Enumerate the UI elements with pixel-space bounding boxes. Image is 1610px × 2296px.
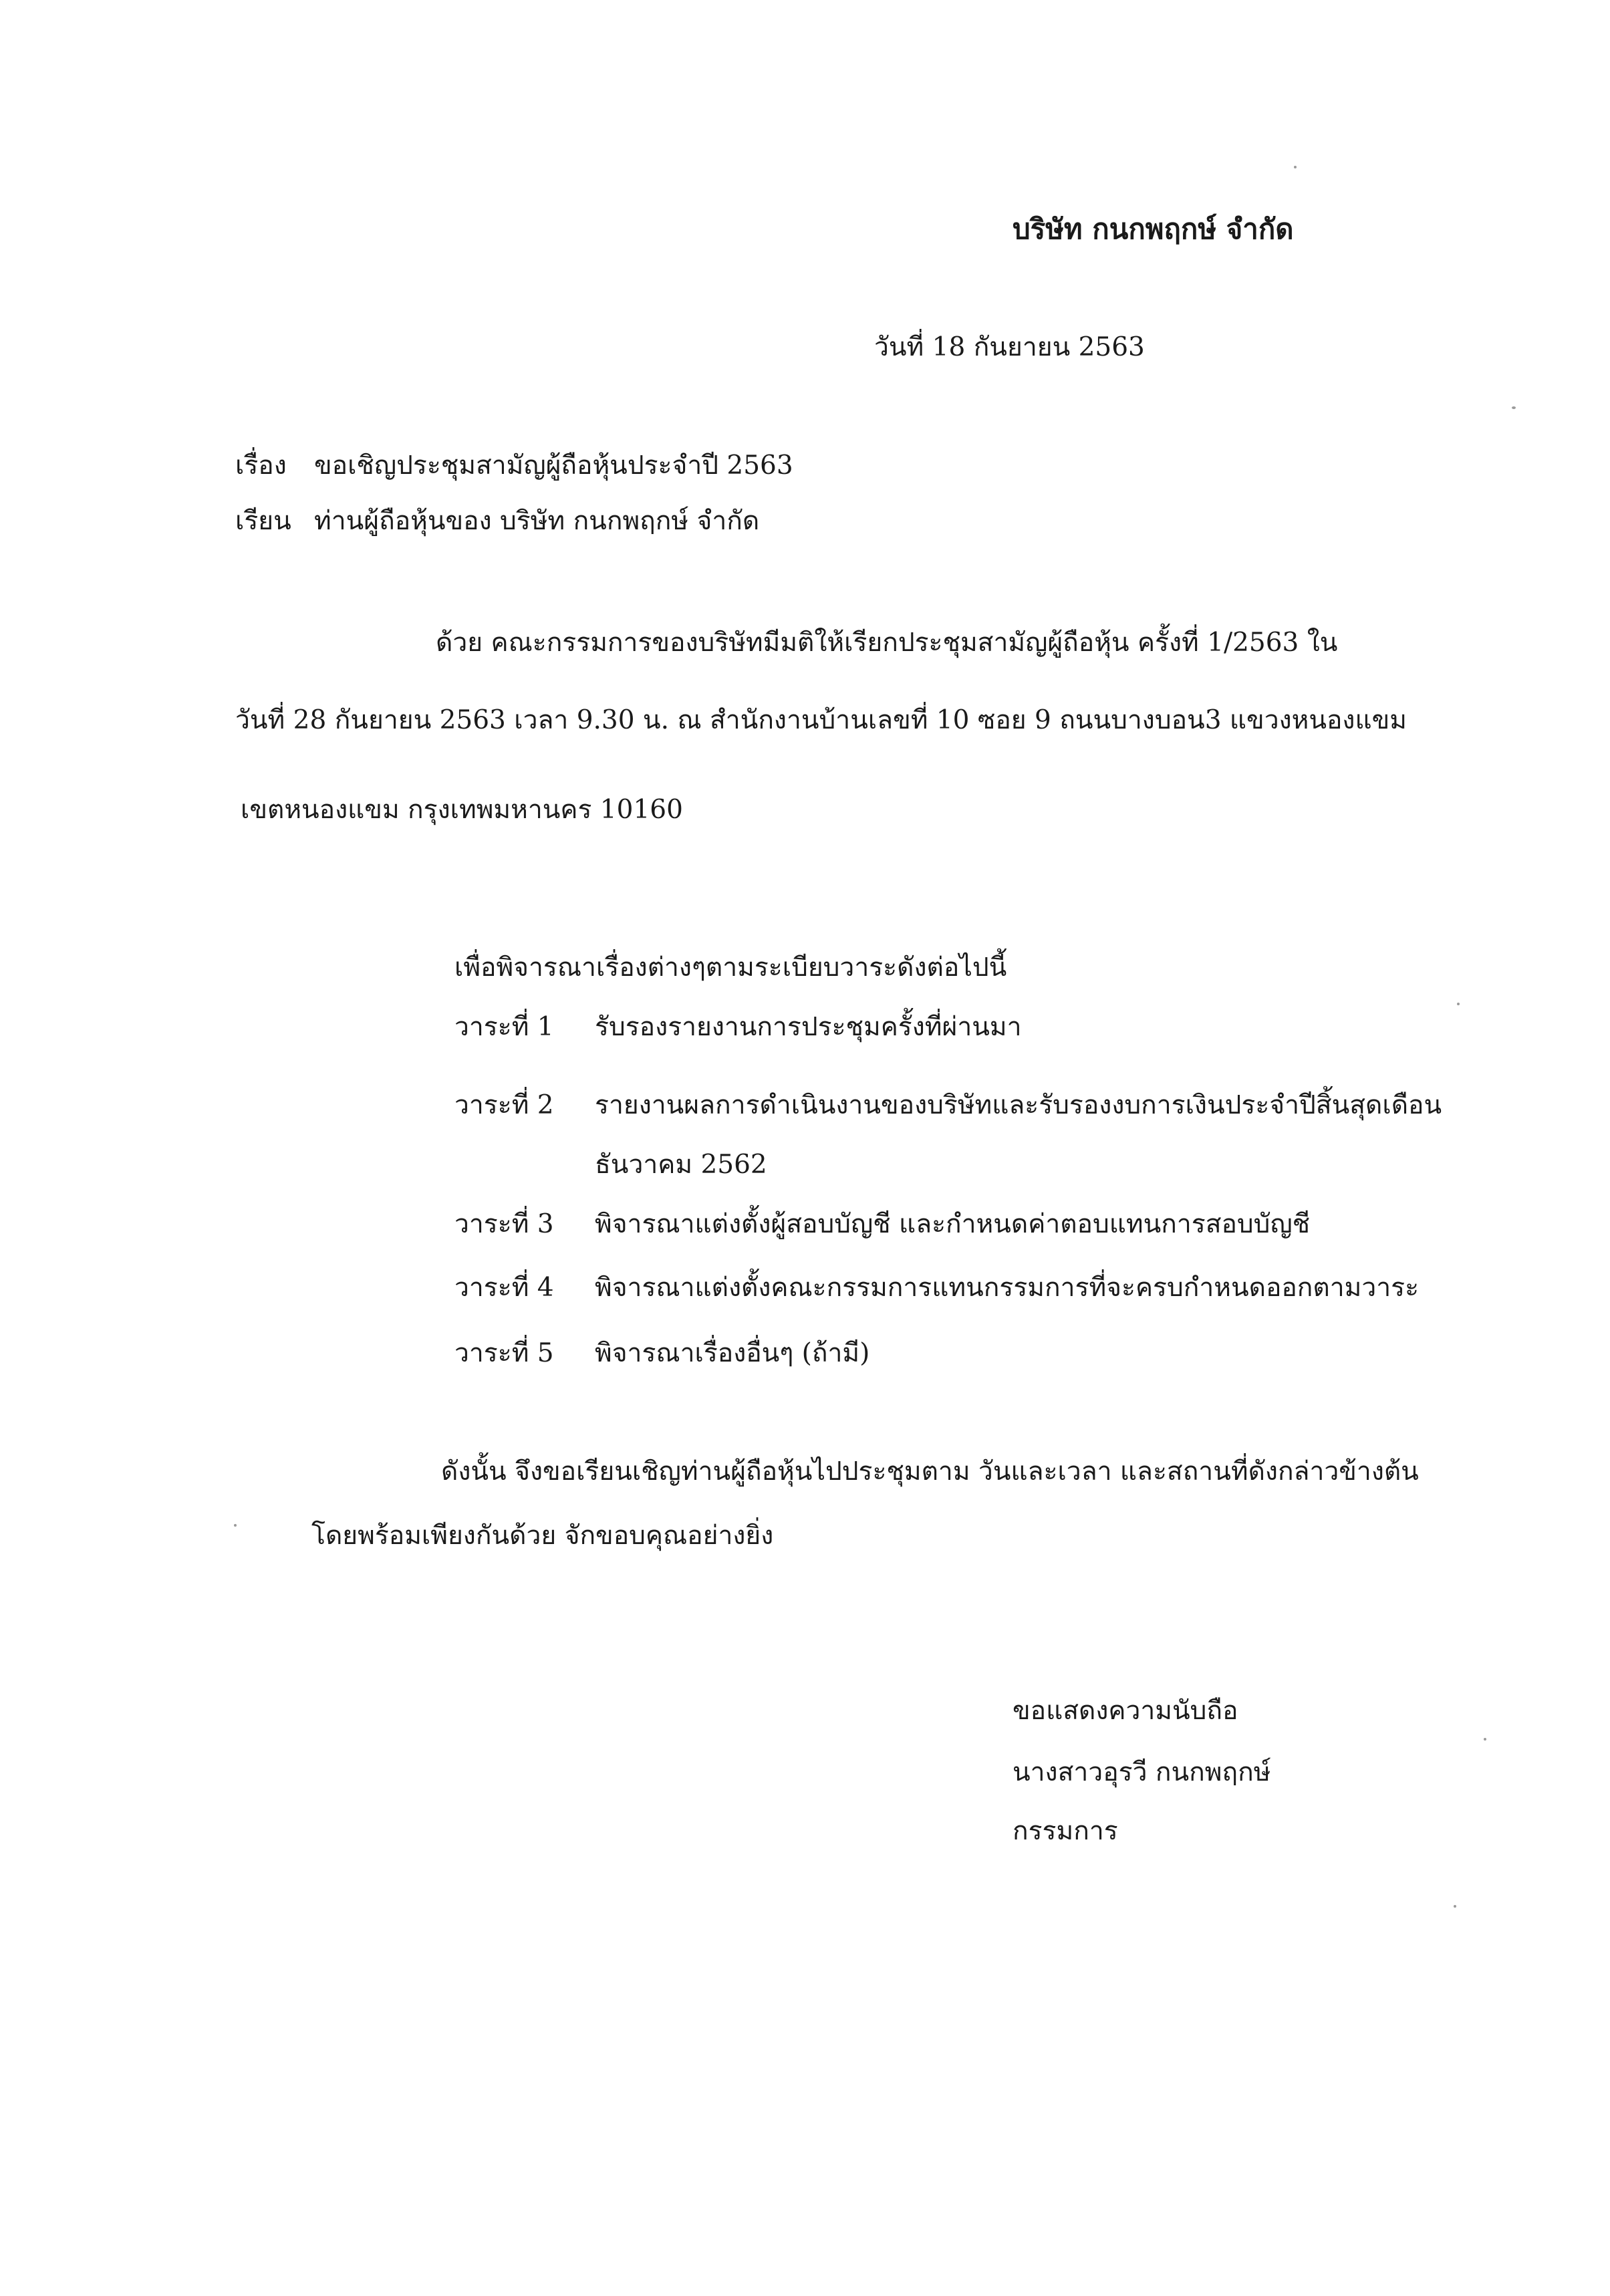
scan-speck [234,1524,237,1527]
agenda-item-text: พิจารณาแต่งตั้งคณะกรรมการแทนกรรมการที่จะครบกำหนดออกตามวาระ [595,1273,1420,1303]
signature-regards: ขอแสดงความนับถือ [1013,1696,1238,1726]
body-line-2: วันที่ 28 กันยายน 2563 เวลา 9.30 น. ณ สำนักงานบ้านเลขที่ 10 ซอย 9 ถนนบางบอน3 แขวงหนองแขม [235,705,1407,735]
agenda-item-label: วาระที่ 5 [454,1338,554,1368]
agenda-item-text: พิจารณาแต่งตั้งผู้สอบบัญชี และกำหนดค่าตอบแทนการสอบบัญชี [595,1209,1311,1239]
signature-title: กรรมการ [1013,1816,1118,1846]
agenda-item-text: พิจารณาเรื่องอื่นๆ (ถ้ามี) [595,1338,870,1368]
subject-label: เรื่อง [235,451,287,481]
subject-text: ขอเชิญประชุมสามัญผู้ถือหุ้นประจำปี 2563 [314,451,793,481]
agenda-item-label: วาระที่ 1 [454,1012,554,1042]
recipient-text: ท่านผู้ถือหุ้นของ บริษัท กนกพฤกษ์ จำกัด [314,506,760,536]
scan-speck [1454,1905,1456,1908]
agenda-item-text: รับรองรายงานการประชุมครั้งที่ผ่านมา [595,1012,1022,1042]
closing-line-2: โดยพร้อมเพียงกันด้วย จักขอบคุณอย่างยิ่ง [311,1521,774,1551]
body-line-3: เขตหนองแขม กรุงเทพมหานคร 10160 [241,795,683,825]
agenda-item-label: วาระที่ 4 [454,1273,554,1303]
company-name: บริษัท กนกพฤกษ์ จำกัด [1013,213,1294,245]
agenda-item-label: วาระที่ 2 [454,1090,554,1120]
letter-date: วันที่ 18 กันยายน 2563 [874,332,1145,362]
agenda-item-label: วาระที่ 3 [454,1209,554,1239]
agenda-item-text: รายงานผลการดำเนินงานของบริษัทและรับรองงบการเงินประจำปีสิ้นสุดเดือน [595,1090,1442,1120]
body-line-1: ด้วย คณะกรรมการของบริษัทมีมติให้เรียกประชุมสามัญผู้ถือหุ้น ครั้งที่ 1/2563 ใน [436,628,1338,658]
closing-line-1: ดังนั้น จึงขอเรียนเชิญท่านผู้ถือหุ้นไปประชุมตาม วันและเวลา และสถานที่ดังกล่าวข้างต้น [441,1456,1419,1487]
scan-speck [1512,406,1516,409]
agenda-item-text-continued: ธันวาคม 2562 [595,1150,767,1180]
scan-speck [1294,166,1297,168]
scan-speck [1457,1003,1460,1005]
agenda-intro: เพื่อพิจารณาเรื่องต่างๆตามระเบียบวาระดังต่อไปนี้ [454,952,1007,983]
scan-speck [1484,1738,1486,1741]
recipient-label: เรียน [235,506,291,536]
signature-name: นางสาวอุรวี กนกพฤกษ์ [1013,1757,1271,1787]
